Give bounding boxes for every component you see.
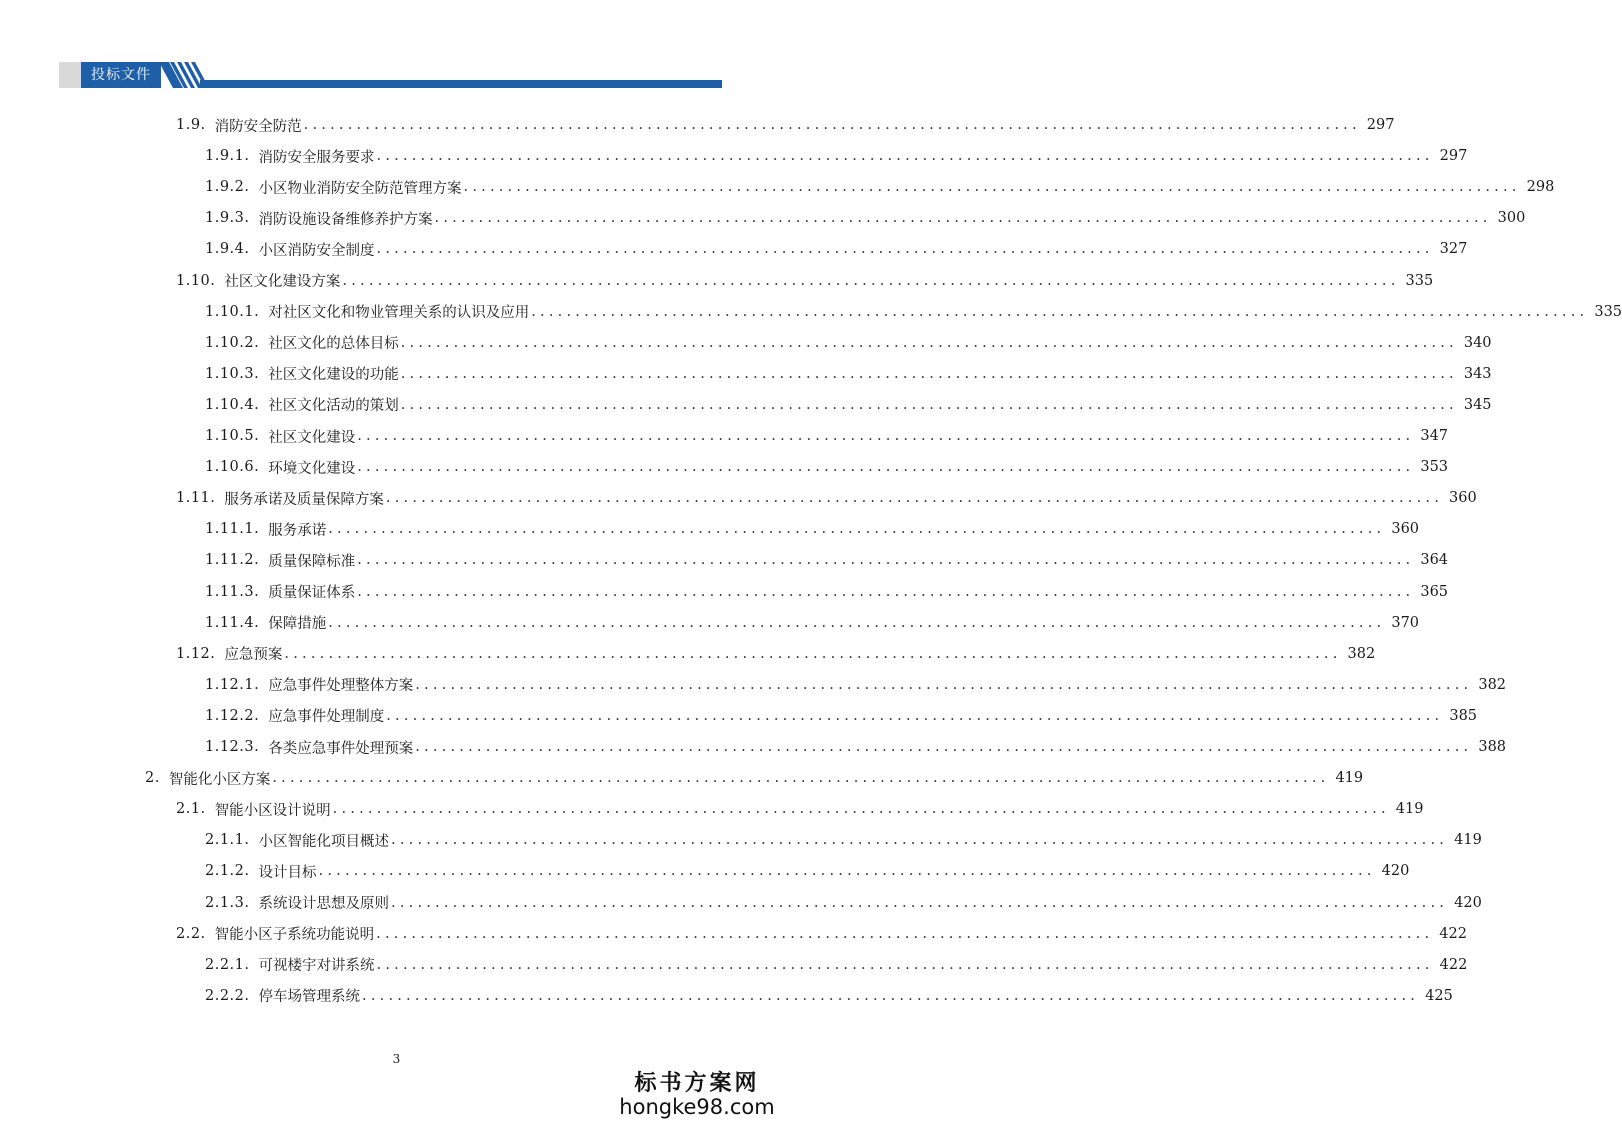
toc-entry-page: 425 xyxy=(1425,987,1453,1004)
toc-entry-title: 社区文化活动的策划 xyxy=(268,398,399,415)
toc-dot-leader: ........................................................................................................................ xyxy=(342,272,1400,289)
toc-entry-number: 1.12.2. xyxy=(205,707,260,724)
toc-dot-leader: ........................................................................................................................ xyxy=(376,925,1434,942)
toc-entry-page: 420 xyxy=(1454,894,1482,911)
toc-entry[interactable] xyxy=(176,487,1477,509)
toc-entry[interactable] xyxy=(205,238,1468,260)
toc-entry-title: 小区消防安全制度 xyxy=(258,242,375,259)
toc-entry[interactable] xyxy=(205,674,1507,696)
toc-entry-page: 388 xyxy=(1478,739,1507,755)
toc-entry[interactable] xyxy=(176,798,1424,820)
toc-entry-title: 消防设施设备维修养护方案 xyxy=(258,211,433,228)
toc-dot-leader: ........................................................................................................................ xyxy=(357,428,1415,444)
toc-dot-leader: ........................................................................................................................ xyxy=(415,739,1473,755)
toc-entry-number: 1.10.1. xyxy=(205,303,260,320)
toc-entry[interactable] xyxy=(205,581,1449,603)
toc-entry-title: 社区文化建设方案 xyxy=(224,274,341,290)
toc-entry[interactable] xyxy=(205,549,1449,571)
toc-entry-page: 343 xyxy=(1463,365,1492,382)
toc-entry-number: 1.10.3. xyxy=(205,365,260,382)
toc-entry[interactable] xyxy=(205,207,1526,229)
toc-entry-page: 340 xyxy=(1463,334,1492,351)
toc-entry-page: 420 xyxy=(1381,863,1410,880)
toc-entry-title: 服务承诺及质量保障方案 xyxy=(224,491,384,508)
toc-entry[interactable] xyxy=(176,114,1395,136)
toc-dot-leader: ........................................................................................................................ xyxy=(362,987,1420,1004)
toc-entry-page: 300 xyxy=(1497,210,1526,227)
toc-entry-page: 382 xyxy=(1347,645,1376,662)
toc-entry-page: 370 xyxy=(1391,614,1420,631)
toc-entry[interactable] xyxy=(205,985,1453,1007)
toc-entry-number: 2.2. xyxy=(176,925,206,942)
toc-dot-leader: ........................................................................................................................ xyxy=(376,956,1434,973)
toc-entry-title: 小区物业消防安全防范管理方案 xyxy=(258,180,462,197)
toc-dot-leader: ........................................................................................................................ xyxy=(328,614,1386,631)
toc-dot-leader: ........................................................................................................................ xyxy=(391,894,1449,911)
toc-dot-leader: ........................................................................................................................ xyxy=(357,583,1415,600)
toc-dot-leader: ........................................................................................................................ xyxy=(386,707,1444,724)
header-title: 投标文件 xyxy=(91,67,151,83)
toc-entry-page: 385 xyxy=(1449,707,1478,724)
toc-entry-page: 360 xyxy=(1449,490,1477,507)
toc-entry-page: 422 xyxy=(1439,956,1468,973)
toc-entry[interactable] xyxy=(176,270,1434,292)
toc-entry-number: 1.12.3. xyxy=(205,739,260,755)
toc-entry-title: 智能化小区方案 xyxy=(168,771,271,788)
toc-entry-number: 1.12.1. xyxy=(205,676,260,693)
toc-dot-leader: ........................................................................................................................ xyxy=(284,645,1342,662)
toc-dot-leader: ........................................................................................................................ xyxy=(391,832,1449,849)
watermark-name: 标书方案网 xyxy=(634,1070,760,1096)
toc-entry-title: 保障措施 xyxy=(268,616,327,633)
toc-entry-title: 质量保证体系 xyxy=(268,585,356,601)
toc-entry-title: 设计目标 xyxy=(258,864,317,881)
toc-entry-number: 1.9.4. xyxy=(205,241,250,258)
toc-entry-page: 360 xyxy=(1391,521,1420,538)
toc-dot-leader: ........................................................................................................................ xyxy=(415,676,1473,693)
toc-dot-leader: ........................................................................................................................ xyxy=(376,148,1434,165)
toc-entry-title: 系统设计思想及原则 xyxy=(258,896,390,912)
toc-entry[interactable] xyxy=(205,829,1482,851)
toc-entry-number: 1.11. xyxy=(176,490,216,507)
toc-entry[interactable] xyxy=(205,892,1482,914)
toc-entry-title: 社区文化的总体目标 xyxy=(268,336,399,353)
toc-entry-title: 对社区文化和物业管理关系的认识及应用 xyxy=(268,305,530,322)
toc-entry-page: 419 xyxy=(1335,770,1364,787)
toc-entry[interactable] xyxy=(145,767,1364,789)
toc-dot-leader: ........................................................................................................................ xyxy=(385,490,1444,507)
toc-entry-page: 364 xyxy=(1420,552,1449,569)
toc-entry-page: 365 xyxy=(1420,583,1449,600)
toc-entry-number: 2.2.1. xyxy=(205,956,250,973)
toc-entry-number: 1.12. xyxy=(176,645,216,662)
toc-entry-title: 智能小区设计说明 xyxy=(214,802,331,819)
toc-dot-leader: ........................................................................................................................ xyxy=(376,241,1434,258)
page-number: 3 xyxy=(392,1052,401,1066)
toc-entry-page: 419 xyxy=(1454,832,1482,849)
toc-entry[interactable] xyxy=(176,643,1376,665)
toc-entry-number: 1.11.2. xyxy=(205,552,260,569)
toc-dot-leader: ........................................................................................................................ xyxy=(357,459,1415,476)
toc-dot-leader: ........................................................................................................................ xyxy=(434,210,1492,227)
toc-dot-leader: ........................................................................................................................ xyxy=(357,552,1415,569)
toc-entry-page: 422 xyxy=(1439,925,1467,942)
toc-entry-page: 382 xyxy=(1478,676,1507,693)
toc-dot-leader: ........................................................................................................................ xyxy=(400,396,1458,413)
toc-entry-page: 335 xyxy=(1594,303,1622,320)
toc-entry-number: 1.11.3. xyxy=(205,583,260,600)
toc-entry-title: 社区文化建设 xyxy=(268,429,356,446)
toc-entry-page: 335 xyxy=(1405,272,1434,289)
toc-entry-number: 1.9.2. xyxy=(205,179,250,196)
toc-entry[interactable] xyxy=(205,176,1555,198)
toc-entry-title: 消防安全服务要求 xyxy=(258,149,375,166)
toc-entry-number: 2.1.2. xyxy=(205,863,250,880)
toc-entry[interactable] xyxy=(205,332,1492,354)
toc-entry[interactable] xyxy=(205,394,1492,416)
toc-entry-number: 1.10.5. xyxy=(205,428,260,444)
toc-entry-title: 质量保障标准 xyxy=(268,553,356,570)
toc-entry[interactable] xyxy=(205,705,1478,727)
toc-entry-title: 消防安全防范 xyxy=(214,118,302,135)
toc-entry-page: 297 xyxy=(1439,148,1468,165)
toc-entry[interactable] xyxy=(205,736,1507,758)
toc-entry-number: 1.10. xyxy=(176,272,216,289)
toc-dot-leader: ........................................................................................................................ xyxy=(272,770,1330,787)
toc-entry[interactable] xyxy=(205,425,1449,447)
toc-entry-page: 419 xyxy=(1395,801,1424,818)
toc-entry-number: 1.11.4. xyxy=(205,614,260,631)
toc-dot-leader: ........................................................................................................................ xyxy=(318,863,1376,880)
toc-entry-page: 353 xyxy=(1420,459,1449,476)
toc-dot-leader: ........................................................................................................................ xyxy=(328,521,1386,538)
toc-entry-page: 345 xyxy=(1463,396,1492,413)
toc-entry-number: 2. xyxy=(145,770,160,787)
toc-entry[interactable] xyxy=(205,456,1449,478)
toc-entry[interactable] xyxy=(205,954,1468,976)
toc-entry[interactable] xyxy=(205,860,1410,882)
toc-entry-number: 2.2.2. xyxy=(205,987,250,1004)
toc-entry[interactable] xyxy=(205,145,1468,167)
toc-entry-number: 1.10.4. xyxy=(205,396,260,413)
toc-entry-number: 2.1.1. xyxy=(205,832,250,849)
toc-dot-leader: ........................................................................................................................ xyxy=(400,334,1458,351)
toc-entry-title: 应急事件处理整体方案 xyxy=(268,678,414,695)
toc-entry-title: 可视楼宇对讲系统 xyxy=(258,958,375,975)
toc-entry-title: 智能小区子系统功能说明 xyxy=(214,927,375,944)
toc-entry-number: 2.1. xyxy=(176,801,206,818)
toc-entry[interactable] xyxy=(205,612,1420,634)
toc-entry[interactable] xyxy=(176,923,1467,945)
toc-entry[interactable] xyxy=(205,363,1492,385)
toc-entry-title: 应急事件处理制度 xyxy=(268,709,385,726)
toc-entry-title: 各类应急事件处理预案 xyxy=(268,740,414,757)
toc-entry-page: 347 xyxy=(1420,428,1449,444)
watermark-url: hongke98.com xyxy=(619,1095,775,1119)
toc-entry-number: 1.11.1. xyxy=(205,521,260,538)
toc-entry[interactable] xyxy=(205,301,1622,323)
toc-entry-title: 服务承诺 xyxy=(268,522,327,539)
toc-entry-title: 环境文化建设 xyxy=(268,460,356,477)
toc-dot-leader: ........................................................................................................................ xyxy=(332,801,1390,818)
toc-entry-title: 停车场管理系统 xyxy=(258,989,361,1006)
toc-entry-page: 327 xyxy=(1439,241,1468,258)
toc-entry-number: 1.10.6. xyxy=(205,459,260,476)
toc-entry-title: 社区文化建设的功能 xyxy=(268,367,399,384)
toc-dot-leader: ........................................................................................................................ xyxy=(400,365,1458,382)
toc-entry-number: 2.1.3. xyxy=(205,894,250,911)
toc-entry-title: 小区智能化项目概述 xyxy=(258,833,390,850)
toc-entry[interactable] xyxy=(205,518,1420,540)
toc-entry-title: 应急预案 xyxy=(224,647,283,664)
toc-dot-leader: ........................................................................................................................ xyxy=(463,179,1521,196)
toc-dot-leader: ........................................................................................................................ xyxy=(303,117,1361,133)
watermark-logo xyxy=(617,1066,777,1119)
toc-entry-number: 1.9. xyxy=(176,117,206,133)
toc-entry-number: 1.10.2. xyxy=(205,334,260,351)
toc-entry-page: 298 xyxy=(1526,179,1555,196)
toc-dot-leader: ........................................................................................................................ xyxy=(531,303,1589,320)
toc-entry-number: 1.9.3. xyxy=(205,210,250,227)
toc-entry-page: 297 xyxy=(1366,117,1395,133)
toc-entry-number: 1.9.1. xyxy=(205,148,250,165)
